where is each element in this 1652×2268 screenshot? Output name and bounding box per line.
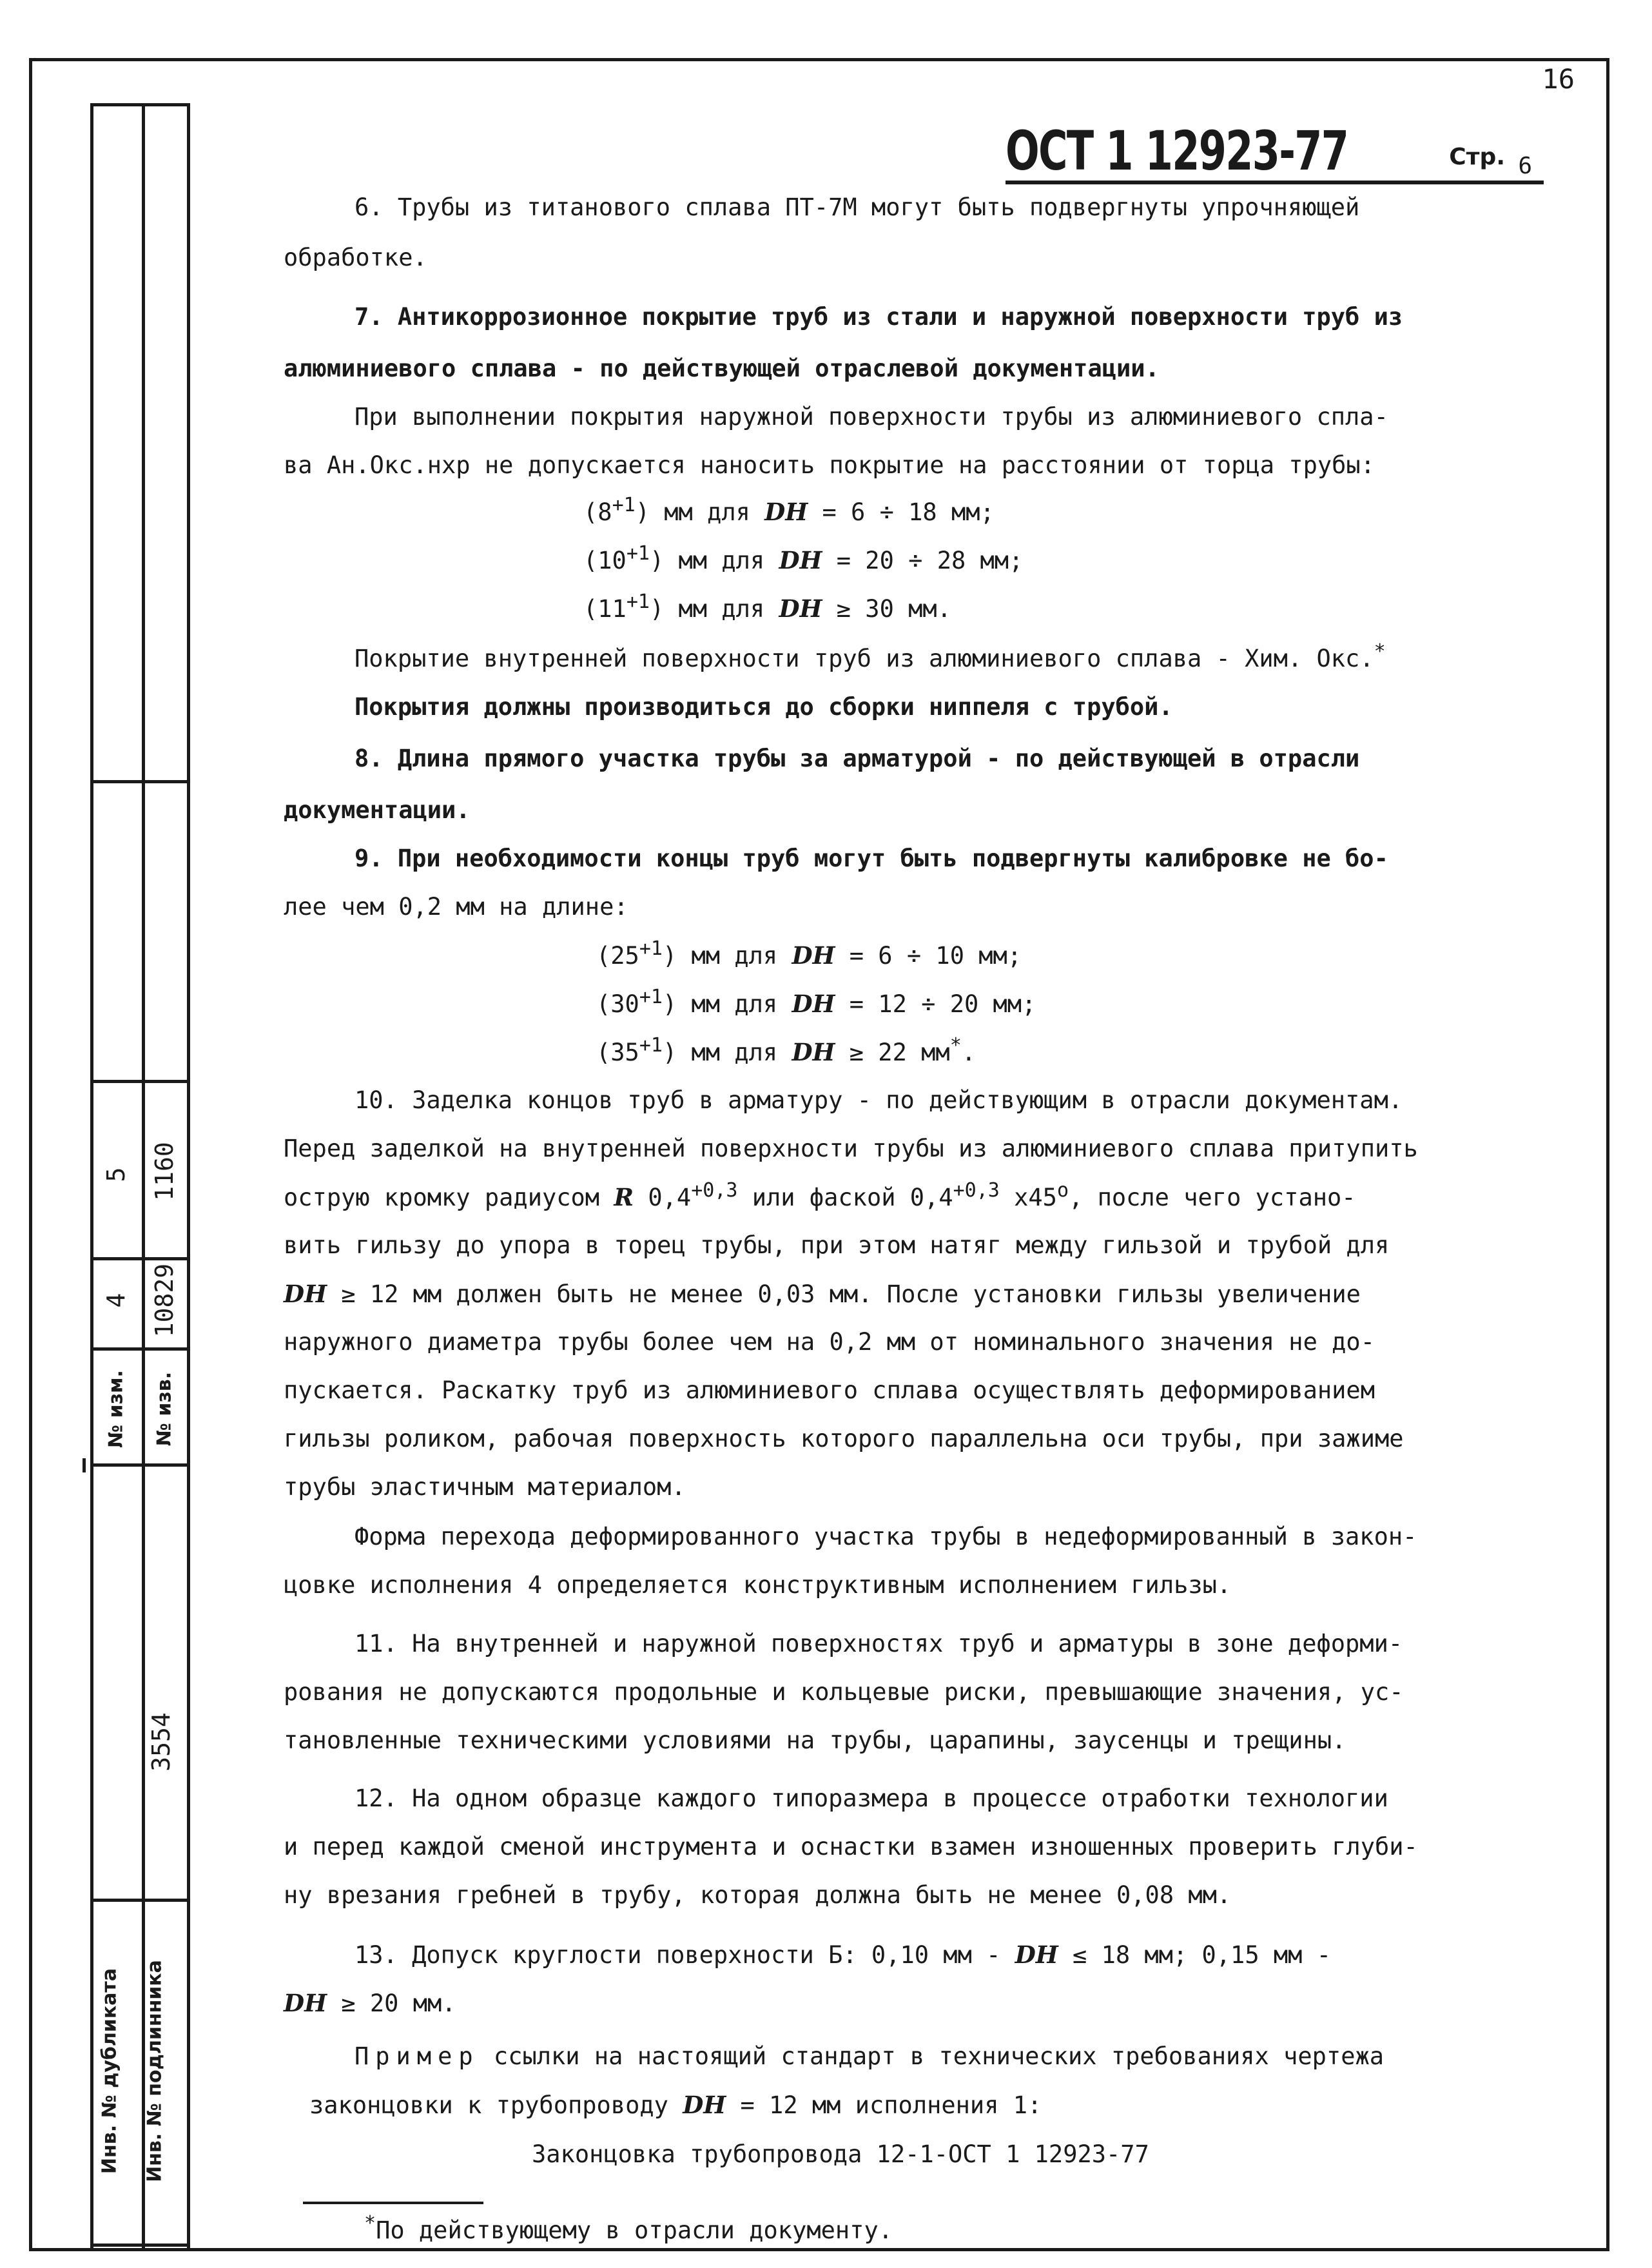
text-line: вить гильзу до упора в торец трубы, при этом натяг между гильзой и трубой для	[284, 1231, 1390, 1259]
text-line: обработке.	[284, 244, 427, 271]
formula-line: $(35^{+1})$ мм для DН ≥ 22 мм*.	[596, 1034, 977, 1066]
formula-line: $(10^{+1})$ мм для DН = 20 ÷ 28 мм;	[583, 542, 1024, 574]
formula-line: $(30^{+1})$ мм для DН = 12 ÷ 20 мм;	[596, 986, 1036, 1018]
footnote: *По действующему в отрасли документу.	[364, 2212, 893, 2244]
text-line: 7. Антикоррозионное покрытие труб из стали и наружной поверхности труб из	[355, 303, 1403, 331]
text-line: 8. Длина прямого участка трубы за арматурой - по действующей в отрасли	[355, 745, 1360, 772]
formula-line: $(25^{+1})$ мм для DН = 6 ÷ 10 мм;	[596, 937, 1022, 970]
page-header	[1006, 119, 1544, 184]
text-line: документации.	[284, 796, 471, 824]
text-line: острую кромку радиусом R $0,4^{+0,3}$ или фаской $0,4^{+0,3}$ $x45^о$, после чего устано-	[284, 1179, 1356, 1211]
text-line: 11. На внутренней и наружной поверхностях труб и арматуры в зоне деформи-	[355, 1630, 1403, 1657]
text-line: ну врезания гребней в трубу, которая должна быть не менее 0,08 мм.	[284, 1881, 1232, 1909]
text-line: ва Ан.Окс.нхр не допускается наносить покрытие на расстоянии от торца трубы:	[284, 451, 1375, 479]
text-line: 13. Допуск круглости поверхности Б: 0,10 мм - DН ≤ 18 мм; 0,15 мм -	[355, 1941, 1331, 1969]
text-line: и перед каждой сменой инструмента и оснастки взамен изношенных проверить глуби-	[284, 1833, 1418, 1861]
text-line: Форма перехода деформированного участка трубы в недеформированный в закон-	[355, 1523, 1417, 1550]
footnote-rule	[303, 2202, 483, 2204]
text-line: пускается. Раскатку труб из алюминиевого сплава осуществлять деформированием	[284, 1376, 1375, 1404]
col-izm-label: № изм.	[104, 1370, 128, 1448]
text-line: гильзы роликом, рабочая поверхность которого параллельна оси трубы, при зажиме	[284, 1425, 1404, 1452]
reference-example: Законцовка трубопровода 12-1-ОСТ 1 12923-77	[532, 2140, 1149, 2168]
text-line: При выполнении покрытия наружной поверхности трубы из алюминиевого спла-	[355, 403, 1388, 431]
notice-number-4: 10829	[150, 1263, 179, 1338]
text-line: 6. Трубы из титанового сплава ПТ-7М могут быть подвергнуты упрочняющей	[355, 193, 1360, 221]
text-line: Пример ссылки на настоящий стандарт в технических требованиях чертежа	[355, 2042, 1385, 2070]
text-line: лее чем 0,2 мм на длине:	[284, 893, 628, 921]
page-label-value: 6	[1518, 153, 1532, 179]
inv-podl-value: 3554	[147, 1712, 175, 1772]
text-line: алюминиевого сплава - по действующей отраслевой документации.	[284, 355, 1160, 382]
formula-line: $(8^{+1})$ мм для DН = 6 ÷ 18 мм;	[583, 494, 995, 526]
text-line: цовке исполнения 4 определяется конструктивным исполнением гильзы.	[284, 1571, 1232, 1599]
text-line: Покрытия должны производиться до сборки ниппеля с трубой.	[355, 693, 1173, 721]
col-izv-label: № изв.	[153, 1371, 176, 1447]
text-line: DН ≥ 12 мм должен быть не менее 0,03 мм. После установки гильзы увеличение	[284, 1280, 1361, 1308]
text-line: законцовки к трубопроводу DН = 12 мм исполнения 1:	[309, 2091, 1042, 2119]
notice-number-5: 1160	[150, 1142, 179, 1201]
text-line: рования не допускаются продольные и кольцевые риски, превышающие значения, ус-	[284, 1678, 1404, 1706]
text-line: 12. На одном образце каждого типоразмера в процессе отработки технологии	[355, 1784, 1388, 1812]
text-line: DН ≥ 20 мм.	[284, 1989, 456, 2017]
formula-line: $(11^{+1})$ мм для DН ≥ 30 мм.	[583, 591, 951, 623]
text-line: 9. При необходимости концы труб могут быть подвергнуты калибровке не бо-	[355, 845, 1388, 872]
standard-code: ОСТ 1 12923-77	[1006, 119, 1348, 182]
text-line: тановленные техническими условиями на трубы, царапины, заусенцы и трещины.	[284, 1726, 1346, 1754]
inv-podl-label: Инв. № подлинника	[143, 1960, 166, 2182]
text-line: Покрытие внутренней поверхности труб из алюминиевого сплава - Хим. Окс.*	[355, 640, 1386, 672]
page-label: Стр.	[1449, 144, 1505, 170]
text-line: наружного диаметра трубы более чем на 0,2 мм от номинального значения не до-	[284, 1328, 1375, 1356]
change-number-4: 4	[102, 1293, 130, 1308]
page-number: 16	[1542, 63, 1575, 95]
text-line: Перед заделкой на внутренней поверхности трубы из алюминиевого сплава притупить	[284, 1135, 1418, 1162]
change-number-5: 5	[102, 1167, 130, 1182]
inv-dubl-label: Инв. № дубликата	[98, 1968, 121, 2175]
text-line: трубы эластичным материалом.	[284, 1473, 686, 1501]
text-line: 10. Заделка концов труб в арматуру - по действующим в отрасли документам.	[355, 1086, 1403, 1114]
